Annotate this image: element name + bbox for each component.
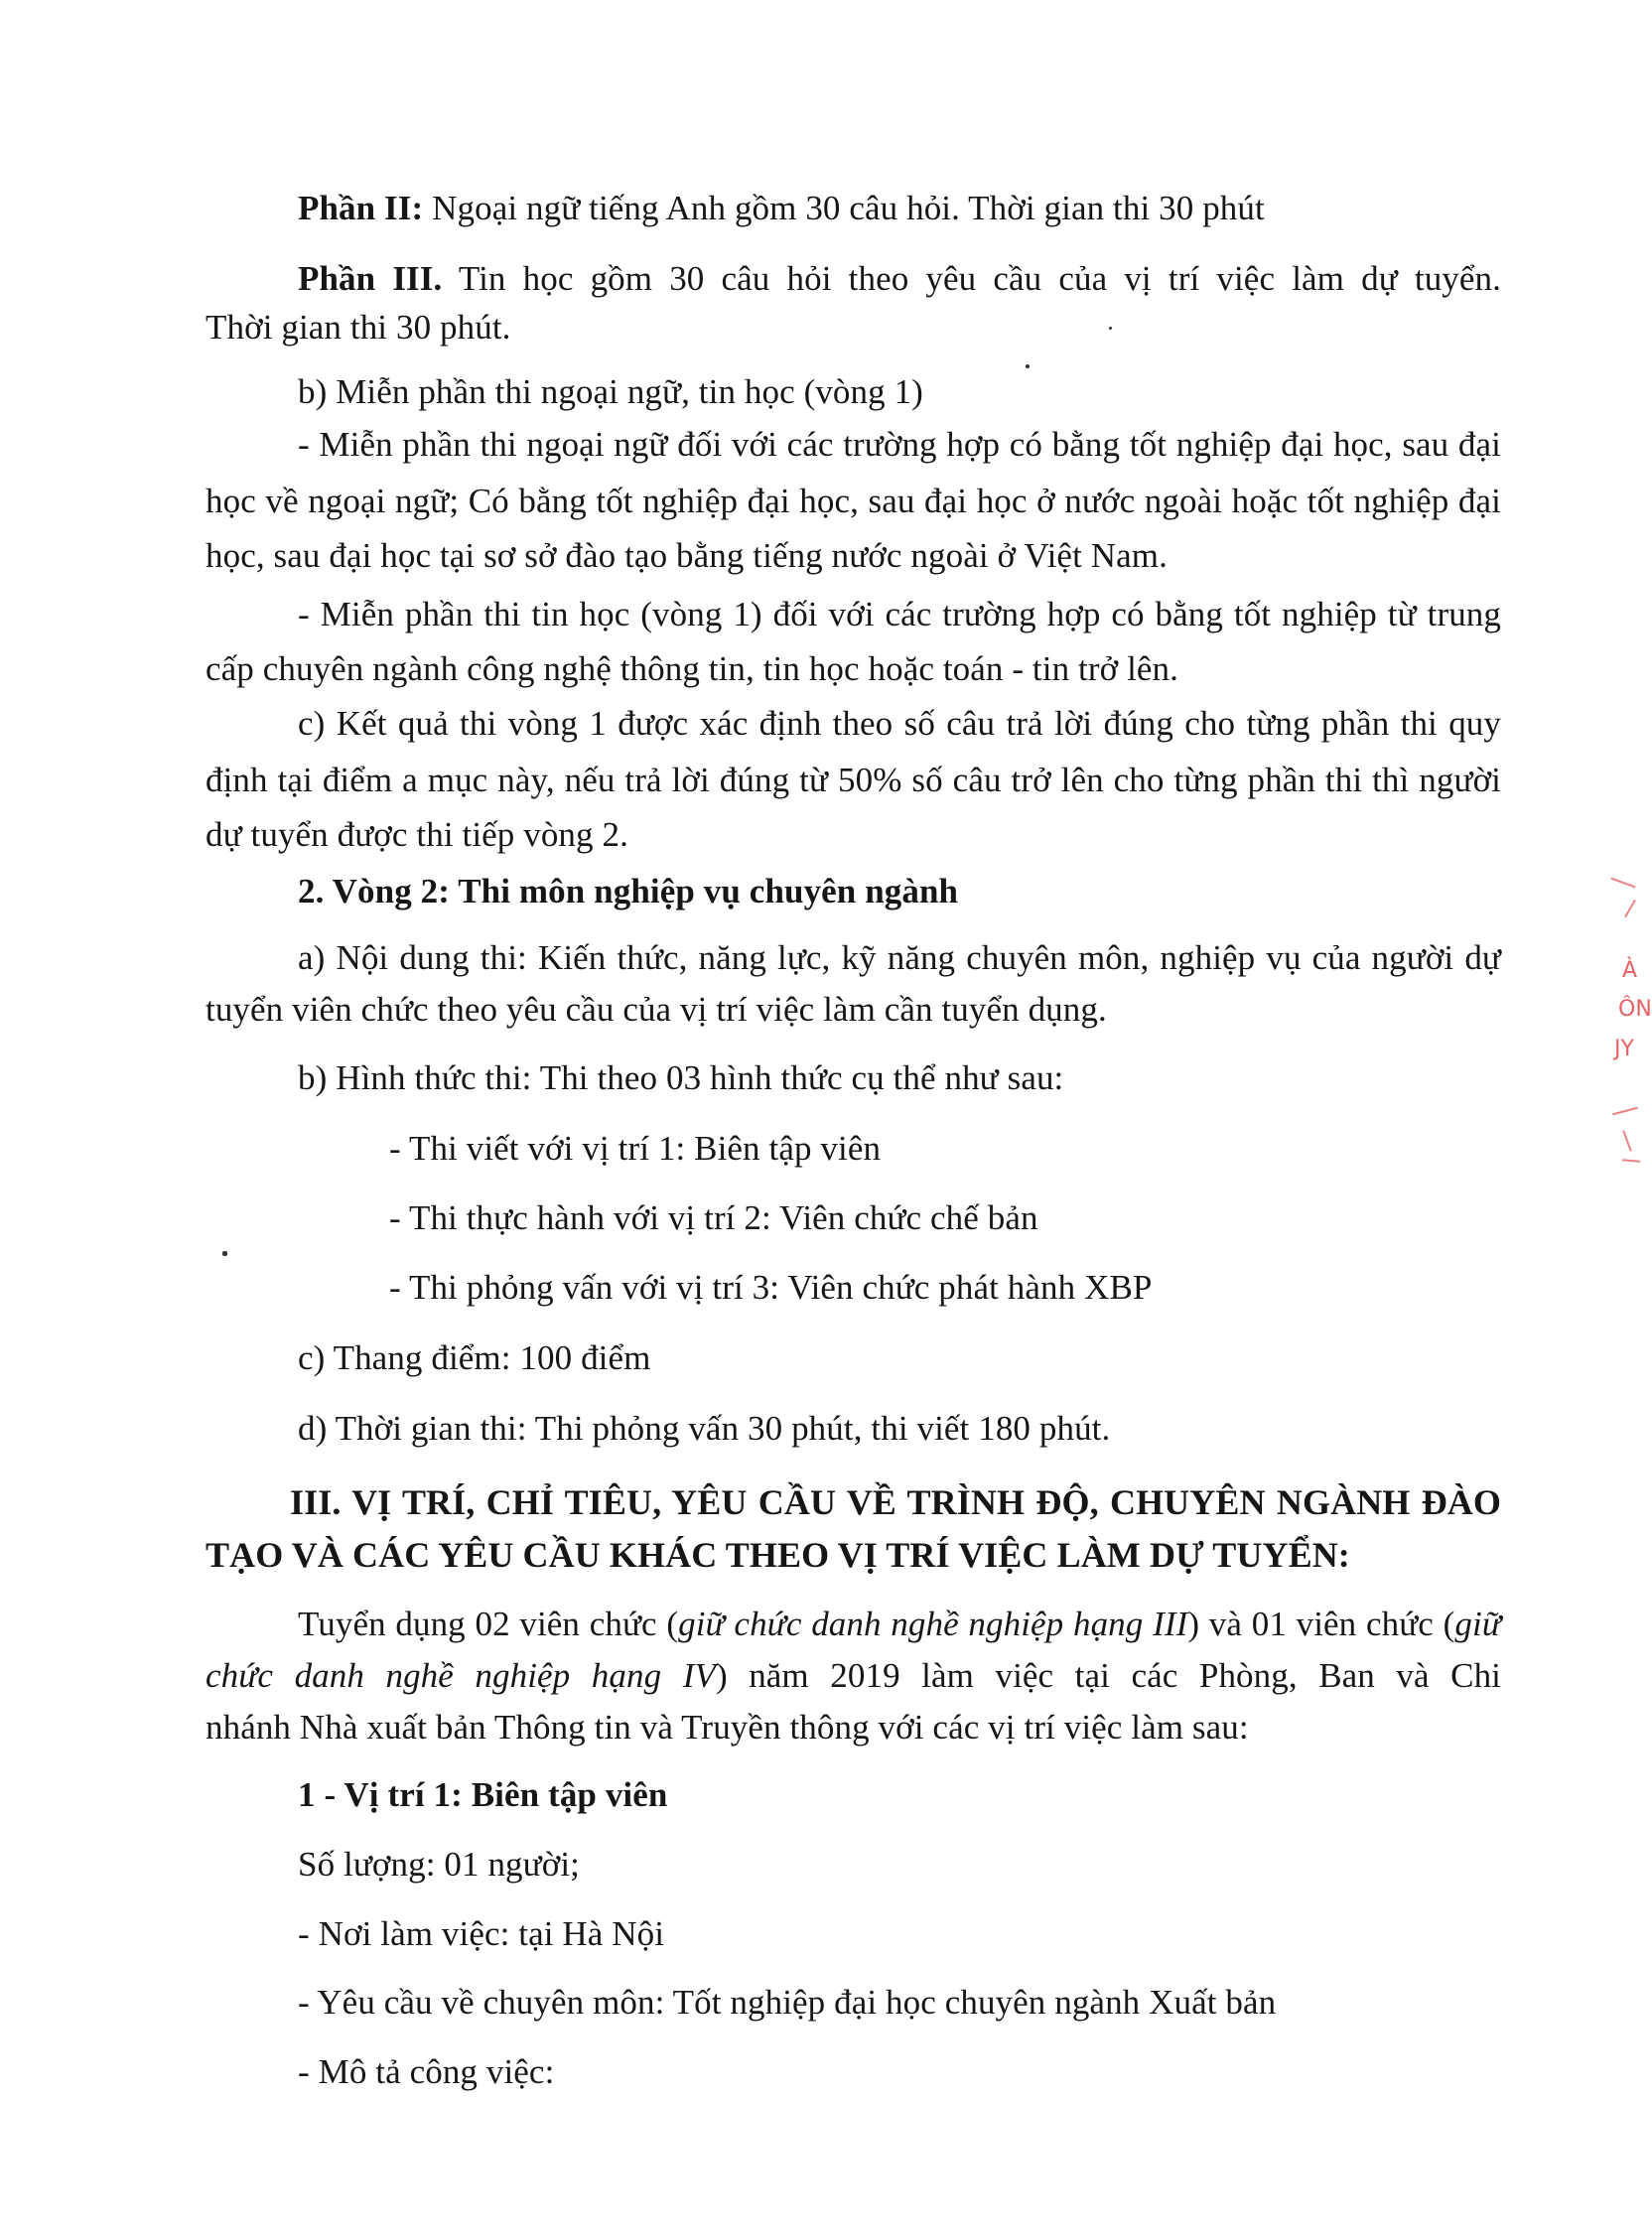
stamp-stroke-3 [1612,1107,1638,1116]
round2-form-item-3: - Thi phỏng vấn với vị trí 3: Viên chức phát hành XBP [389,1268,1153,1307]
round2-content-line2: tuyển viên chức theo yêu cầu của vị trí việc làm cần tuyển dụng. [206,990,1107,1029]
stamp-char-2: ÔN [1618,997,1652,1022]
position1-requirement: - Yêu cầu về chuyên môn: Tốt nghiệp đại học chuyên ngành Xuất bản [298,1983,1277,2022]
intro-l1-b: giữ chức danh nghề nghiệp hạng III [678,1605,1188,1643]
round2-heading: 2. Vòng 2: Thi môn nghiệp vụ chuyên ngành [298,872,959,910]
exempt-informatics-line2: cấp chuyên ngành công nghệ thông tin, tin học hoặc toán - tin trở lên. [206,649,1178,688]
exempt-foreign-line1: - Miễn phần thi ngoại ngữ đối với các trường hợp có bằng tốt nghiệp đại học, sau đại [298,425,1501,464]
exempt-foreign-line2: học về ngoại ngữ; Có bằng tốt nghiệp đại học, sau đại học ở nước ngoài hoặc tốt nghiệp đại [206,482,1501,520]
intro-l2-b: ) năm 2019 làm việc tại các Phòng, Ban và Chi [715,1656,1501,1695]
position1-description: - Mô tả công việc: [298,2052,555,2091]
scan-speck [1109,327,1112,330]
stamp-char-1: À [1622,958,1638,983]
section3-heading-line1: III. VỊ TRÍ, CHỈ TIÊU, YÊU CẦU VỀ TRÌNH ĐỘ, CHUYÊN NGÀNH ĐÀO [290,1482,1501,1522]
position1-quantity: Số lượng: 01 người; [298,1845,580,1884]
result-line1: c) Kết quả thi vòng 1 được xác định theo số câu trả lời đúng cho từng phần thi quy [298,704,1501,743]
section3-intro-line2 [206,1654,1501,1698]
intro-l1-c: ) và 01 viên chức ( [1187,1605,1455,1643]
position1-workplace: - Nơi làm việc: tại Hà Nội [298,1914,665,1953]
result-line2: định tại điểm a mục này, nếu trả lời đúng từ 50% số câu trở lên cho từng phần thi thì người [206,761,1501,799]
round2-form: b) Hình thức thi: Thi theo 03 hình thức cụ thể như sau: [298,1058,1064,1097]
exempt-title: b) Miễn phần thi ngoại ngữ, tin học (vòng 1) [298,372,923,411]
part3-line1 [298,257,1501,301]
part2-text: Ngoại ngữ tiếng Anh gồm 30 câu hỏi. Thời gian thi 30 phút [423,189,1265,227]
stamp-stroke-5 [1622,1159,1640,1163]
stamp-stroke-1 [1610,878,1635,889]
intro-l1-a: Tuyển dụng 02 viên chức ( [298,1605,679,1643]
stamp-stroke-4 [1622,1130,1631,1151]
position1-heading: 1 - Vị trí 1: Biên tập viên [298,1775,668,1814]
stamp-char-3: JY [1614,1037,1634,1061]
part2-line [298,187,1265,230]
result-line3: dự tuyển được thi tiếp vòng 2. [206,815,628,854]
round2-scale: c) Thang điểm: 100 điểm [298,1338,651,1377]
part3-line2: Thời gian thi 30 phút. [206,308,511,347]
scan-speck [222,1251,227,1256]
round2-form-item-2: - Thi thực hành với vị trí 2: Viên chức chế bản [389,1198,1038,1237]
exempt-informatics-line1: - Miễn phần thi tin học (vòng 1) đối với các trường hợp có bằng tốt nghiệp từ trung [298,595,1501,633]
part2-label: Phần II: [298,189,424,227]
intro-l1-d: giữ [1454,1605,1501,1643]
section3-intro-line3: nhánh Nhà xuất bản Thông tin và Truyền thông với các vị trí việc làm sau: [206,1708,1249,1747]
part3-label: Phần III. [298,259,443,298]
section3-intro-line1 [298,1603,1501,1646]
round2-content-line1: a) Nội dung thi: Kiến thức, năng lực, kỹ năng chuyên môn, nghiệp vụ của người dự [298,938,1501,977]
round2-form-item-1: - Thi viết với vị trí 1: Biên tập viên [389,1129,882,1168]
section3-heading-line2: TẠO VÀ CÁC YÊU CẦU KHÁC THEO VỊ TRÍ VIỆC LÀM DỰ TUYỂN: [206,1535,1350,1575]
stamp-stroke-2 [1624,900,1636,917]
scan-speck [1026,364,1030,368]
part3-text: Tin học gồm 30 câu hỏi theo yêu cầu của vị trí việc làm dự tuyển. [442,259,1501,298]
exempt-foreign-line3: học, sau đại học tại sơ sở đào tạo bằng tiếng nước ngoài ở Việt Nam. [206,536,1168,575]
round2-time: d) Thời gian thi: Thi phỏng vấn 30 phút, thi viết 180 phút. [298,1409,1111,1448]
intro-l2-a: chức danh nghề nghiệp hạng IV [206,1656,716,1695]
